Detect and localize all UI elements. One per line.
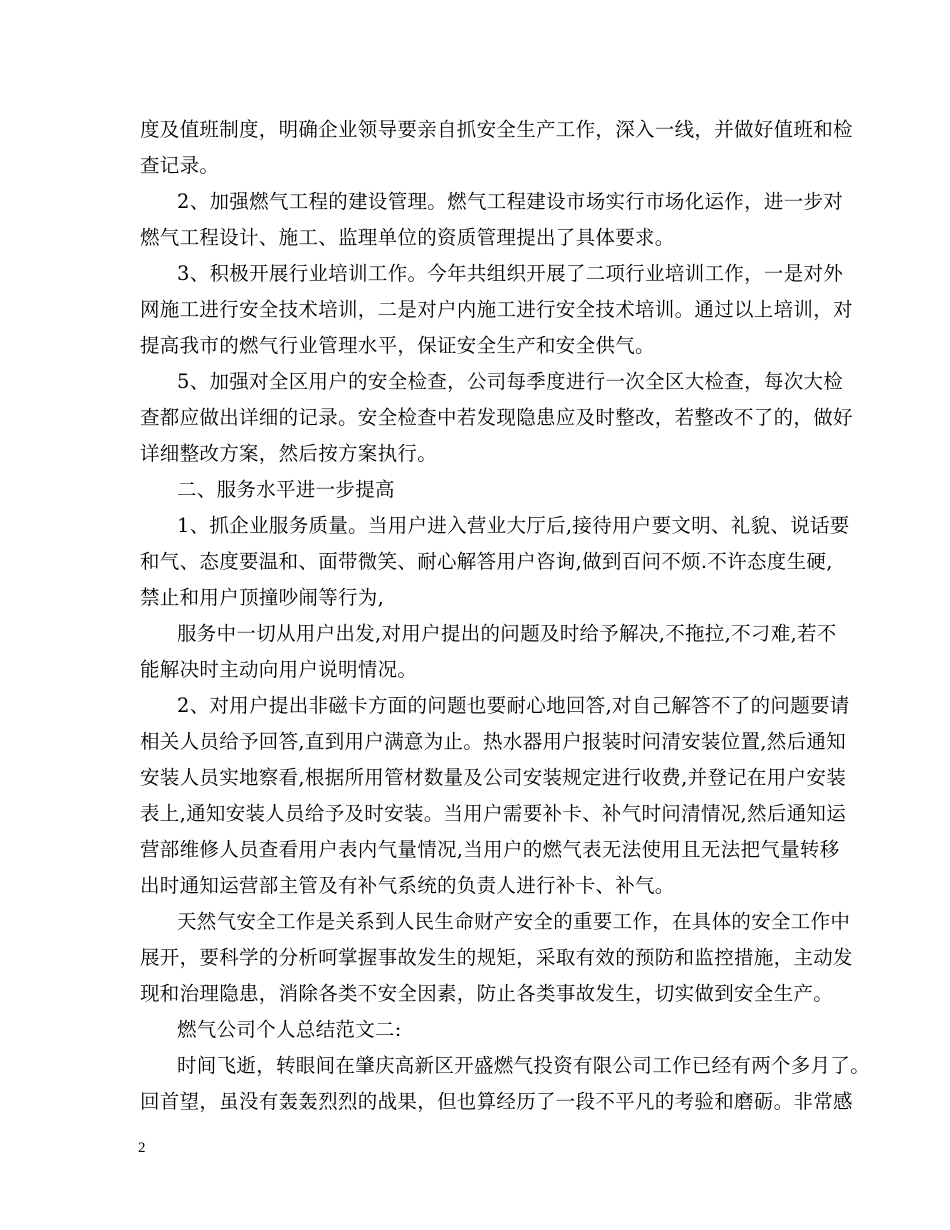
text-line: 营部维修人员查看用户表内气量情况,当用户的燃气表无法使用且无法把气量转移: [140, 838, 840, 861]
text-line: 表上,通知安装人员给予及时安装。当用户需要补卡、补气时问清情况,然后通知运: [140, 802, 846, 825]
text-line: 现和治理隐患，消除各类不安全因素，防止各类事故发生，切实做到安全生产。: [140, 982, 834, 1005]
text-line: 相关人员给予回答,直到用户满意为止。热水器用户报装时问清安装位置,然后通知: [140, 730, 846, 753]
text-line: 提高我市的燃气行业管理水平，保证安全生产和安全供气。: [140, 334, 655, 357]
text-line: 网施工进行安全技术培训，二是对户内施工进行安全技术培训。通过以上培训，对: [140, 298, 853, 321]
text-line: 1、抓企业服务质量。当用户进入营业大厅后,接待用户要文明、礼貌、说话要: [177, 514, 850, 537]
section-heading: 二、服务水平进一步提高: [177, 478, 395, 501]
text-line: 燃气工程设计、施工、监理单位的资质管理提出了具体要求。: [140, 226, 675, 249]
page-number: 2: [138, 1140, 146, 1156]
text-line: 能解决时主动向用户说明情况。: [140, 658, 418, 681]
text-line: 查都应做出详细的记录。安全检查中若发现隐患应及时整改，若整改不了的，做好: [140, 406, 853, 429]
text-line: 5、加强对全区用户的安全检查，公司每季度进行一次全区大检查，每次大检: [177, 370, 844, 393]
text-line: 查记录。: [140, 154, 220, 177]
text-line: 服务中一切从用户出发,对用户提出的问题及时给予解决,不拖拉,不刁难,若不: [177, 622, 837, 645]
text-line: 详细整改方案，然后按方案执行。: [140, 442, 438, 465]
text-line: 出时通知运营部主管及有补气系统的负责人进行补卡、补气。: [140, 874, 675, 897]
text-line: 2、对用户提出非磁卡方面的问题也要耐心地回答,对自己解答不了的问题要请: [177, 694, 850, 717]
text-line: 2、加强燃气工程的建设管理。燃气工程建设市场实行市场化运作，进一步对: [177, 190, 844, 213]
text-line: 度及值班制度，明确企业领导要亲自抓安全生产工作，深入一线，并做好值班和检: [140, 118, 853, 141]
text-line: 3、积极开展行业培训工作。今年共组织开展了二项行业培训工作，一是对外: [177, 262, 844, 285]
text-line: 回首望，虽没有轰轰烈烈的战果，但也算经历了一段不平凡的考验和磨砺。非常感: [140, 1090, 853, 1113]
text-line: 和气、态度要温和、面带微笑、耐心解答用户咨询,做到百问不烦.不许态度生硬,: [140, 550, 833, 573]
text-line: 展开，要科学的分析呵掌握事故发生的规矩，采取有效的预防和监控措施，主动发: [140, 946, 853, 969]
text-line: 天然气安全工作是关系到人民生命财产安全的重要工作，在具体的安全工作中: [177, 910, 851, 933]
text-line: 时间飞逝，转眼间在肇庆高新区开盛燃气投资有限公司工作已经有两个多月了。: [177, 1054, 871, 1077]
text-line: 安装人员实地察看,根据所用管材数量及公司安装规定进行收费,并登记在用户安装: [140, 766, 846, 789]
section-heading: 燃气公司个人总结范文二:: [177, 1018, 402, 1041]
text-line: 禁止和用户顶撞吵闹等行为,: [140, 586, 385, 609]
